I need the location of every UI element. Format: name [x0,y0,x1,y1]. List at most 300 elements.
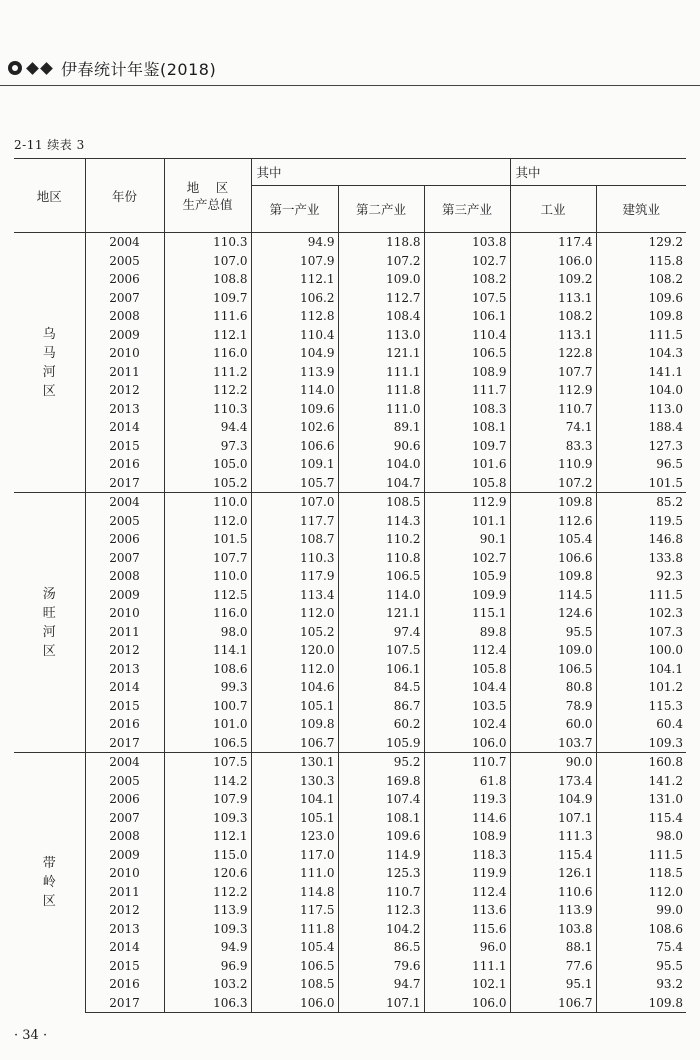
tertiary-cell: 118.3 [424,846,510,865]
region-name: 汤 旺 河 区 [42,586,56,659]
table-row [14,901,686,920]
primary-cell: 102.6 [251,418,338,437]
primary-cell: 105.2 [251,623,338,642]
primary-cell: 105.1 [251,697,338,716]
tertiary-cell: 111.1 [424,957,510,976]
primary-cell: 106.7 [251,734,338,753]
secondary-cell: 108.5 [338,493,424,512]
year-cell: 2016 [85,455,164,474]
year-cell: 2016 [85,715,164,734]
construction-cell: 115.4 [596,809,686,828]
construction-cell: 100.0 [596,641,686,660]
year-cell: 2007 [85,549,164,568]
industry-cell: 83.3 [510,437,596,456]
year-cell: 2017 [85,994,164,1013]
gdp-cell: 105.0 [164,455,251,474]
primary-cell: 106.0 [251,994,338,1013]
statistics-table [14,158,686,1013]
primary-cell: 130.1 [251,753,338,772]
primary-cell: 117.5 [251,901,338,920]
primary-cell: 105.7 [251,474,338,493]
gdp-cell: 94.9 [164,938,251,957]
region-cell [14,493,85,753]
table-row [14,660,686,679]
primary-cell: 111.8 [251,920,338,939]
col-header-year: 年份 [85,159,164,233]
primary-cell: 104.6 [251,678,338,697]
primary-cell: 120.0 [251,641,338,660]
table-row [14,530,686,549]
gdp-cell: 112.0 [164,512,251,531]
primary-cell: 112.0 [251,604,338,623]
construction-cell: 98.0 [596,827,686,846]
gdp-cell: 110.0 [164,493,251,512]
primary-cell: 112.8 [251,307,338,326]
tertiary-cell: 109.9 [424,586,510,605]
table-row [14,715,686,734]
primary-cell: 114.0 [251,381,338,400]
gdp-cell: 112.5 [164,586,251,605]
secondary-cell: 109.0 [338,270,424,289]
tertiary-cell: 119.9 [424,864,510,883]
table-row [14,734,686,753]
primary-cell: 108.7 [251,530,338,549]
tertiary-cell: 114.6 [424,809,510,828]
industry-cell: 113.1 [510,289,596,308]
construction-cell: 109.3 [596,734,686,753]
tertiary-cell: 101.6 [424,455,510,474]
tertiary-cell: 110.7 [424,753,510,772]
gdp-cell: 108.8 [164,270,251,289]
table-row [14,549,686,568]
tertiary-cell: 113.6 [424,901,510,920]
year-cell: 2007 [85,289,164,308]
secondary-cell: 121.1 [338,344,424,363]
year-cell: 2015 [85,697,164,716]
year-cell: 2005 [85,252,164,271]
year-cell: 2005 [85,772,164,791]
secondary-cell: 112.3 [338,901,424,920]
gdp-cell: 112.2 [164,883,251,902]
secondary-cell: 125.3 [338,864,424,883]
secondary-cell: 105.9 [338,734,424,753]
gdp-cell: 111.2 [164,363,251,382]
primary-cell: 107.9 [251,252,338,271]
tertiary-cell: 101.1 [424,512,510,531]
table-row [14,400,686,419]
year-cell: 2013 [85,660,164,679]
year-cell: 2006 [85,270,164,289]
tertiary-cell: 106.5 [424,344,510,363]
gdp-cell: 111.6 [164,307,251,326]
table-row [14,604,686,623]
year-cell: 2012 [85,641,164,660]
industry-cell: 78.9 [510,697,596,716]
col-header-gdp-line1: 地 区 [186,179,229,195]
gdp-cell: 109.3 [164,809,251,828]
primary-cell: 109.8 [251,715,338,734]
table-row [14,289,686,308]
industry-cell: 126.1 [510,864,596,883]
secondary-cell: 110.2 [338,530,424,549]
secondary-cell: 86.5 [338,938,424,957]
primary-cell: 110.4 [251,326,338,345]
tertiary-cell: 108.3 [424,400,510,419]
table-row [14,920,686,939]
secondary-cell: 104.0 [338,455,424,474]
primary-cell: 113.4 [251,586,338,605]
industry-cell: 108.2 [510,307,596,326]
industry-cell: 114.5 [510,586,596,605]
construction-cell: 119.5 [596,512,686,531]
primary-cell: 105.4 [251,938,338,957]
secondary-cell: 114.9 [338,846,424,865]
secondary-cell: 90.6 [338,437,424,456]
table-row [14,883,686,902]
year-cell: 2008 [85,307,164,326]
gdp-cell: 101.0 [164,715,251,734]
industry-cell: 77.6 [510,957,596,976]
gdp-cell: 109.7 [164,289,251,308]
tertiary-cell: 105.8 [424,660,510,679]
tertiary-cell: 96.0 [424,938,510,957]
table-row [14,641,686,660]
construction-cell: 60.4 [596,715,686,734]
tertiary-cell: 106.0 [424,994,510,1013]
year-cell: 2012 [85,901,164,920]
gdp-cell: 116.0 [164,604,251,623]
col-header-group-secondary-breakdown: 其中 [510,159,686,186]
primary-cell: 112.1 [251,270,338,289]
industry-cell: 106.0 [510,252,596,271]
gdp-cell: 120.6 [164,864,251,883]
primary-cell: 117.7 [251,512,338,531]
primary-cell: 117.9 [251,567,338,586]
construction-cell: 92.3 [596,567,686,586]
industry-cell: 88.1 [510,938,596,957]
industry-cell: 105.4 [510,530,596,549]
gdp-cell: 96.9 [164,957,251,976]
secondary-cell: 111.0 [338,400,424,419]
tertiary-cell: 110.4 [424,326,510,345]
secondary-cell: 60.2 [338,715,424,734]
gdp-cell: 107.9 [164,790,251,809]
primary-cell: 104.9 [251,344,338,363]
secondary-cell: 111.8 [338,381,424,400]
year-cell: 2015 [85,957,164,976]
tertiary-cell: 90.1 [424,530,510,549]
table-row [14,623,686,642]
construction-cell: 104.0 [596,381,686,400]
year-cell: 2017 [85,474,164,493]
construction-cell: 131.0 [596,790,686,809]
industry-cell: 106.6 [510,549,596,568]
year-cell: 2014 [85,418,164,437]
construction-cell: 109.6 [596,289,686,308]
primary-cell: 106.5 [251,957,338,976]
gdp-cell: 114.1 [164,641,251,660]
secondary-cell: 107.4 [338,790,424,809]
industry-cell: 80.8 [510,678,596,697]
gdp-cell: 94.4 [164,418,251,437]
year-cell: 2010 [85,604,164,623]
construction-cell: 141.2 [596,772,686,791]
tertiary-cell: 102.7 [424,549,510,568]
year-cell: 2009 [85,326,164,345]
table-row [14,994,686,1013]
industry-cell: 109.0 [510,641,596,660]
gdp-cell: 115.0 [164,846,251,865]
industry-cell: 113.9 [510,901,596,920]
tertiary-cell: 89.8 [424,623,510,642]
secondary-cell: 114.3 [338,512,424,531]
tertiary-cell: 102.1 [424,975,510,994]
industry-cell: 109.8 [510,567,596,586]
table-row [14,567,686,586]
region-cell [14,753,85,1013]
tertiary-cell: 102.7 [424,252,510,271]
page-number: · 34 · [14,1028,48,1043]
construction-cell: 104.3 [596,344,686,363]
col-header-industry: 工业 [510,186,596,233]
table-row [14,938,686,957]
tertiary-cell: 102.4 [424,715,510,734]
tertiary-cell: 107.5 [424,289,510,308]
construction-cell: 160.8 [596,753,686,772]
primary-cell: 104.1 [251,790,338,809]
primary-cell: 130.3 [251,772,338,791]
construction-cell: 127.3 [596,437,686,456]
gdp-cell: 98.0 [164,623,251,642]
col-header-primary: 第一产业 [251,186,338,233]
col-header-gdp-line2: 生产总值 [182,196,233,212]
table-row [14,381,686,400]
secondary-cell: 106.5 [338,567,424,586]
primary-cell: 105.1 [251,809,338,828]
industry-cell: 112.9 [510,381,596,400]
yearbook-logo-icon [8,61,51,75]
secondary-cell: 118.8 [338,233,424,252]
construction-cell: 101.2 [596,678,686,697]
primary-cell: 107.0 [251,493,338,512]
table-body [14,233,686,1013]
secondary-cell: 112.7 [338,289,424,308]
industry-cell: 117.4 [510,233,596,252]
construction-cell: 99.0 [596,901,686,920]
industry-cell: 110.7 [510,400,596,419]
year-cell: 2011 [85,623,164,642]
year-cell: 2006 [85,530,164,549]
industry-cell: 173.4 [510,772,596,791]
secondary-cell: 121.1 [338,604,424,623]
gdp-cell: 105.2 [164,474,251,493]
table-row [14,678,686,697]
gdp-cell: 116.0 [164,344,251,363]
tertiary-cell: 108.9 [424,827,510,846]
year-cell: 2004 [85,233,164,252]
region-name: 乌 马 河 区 [42,326,56,399]
table-caption: 2-11 续表 3 [14,138,85,152]
primary-cell: 114.8 [251,883,338,902]
primary-cell: 106.2 [251,289,338,308]
construction-cell: 111.5 [596,326,686,345]
year-cell: 2014 [85,938,164,957]
year-cell: 2013 [85,400,164,419]
construction-cell: 111.5 [596,846,686,865]
construction-cell: 141.1 [596,363,686,382]
table-row [14,252,686,271]
region-cell [14,233,85,493]
book-title: 伊春统计年鉴(2018) [61,59,217,79]
secondary-cell: 107.1 [338,994,424,1013]
tertiary-cell: 119.3 [424,790,510,809]
col-header-region: 地区 [14,159,85,233]
gdp-cell: 108.6 [164,660,251,679]
gdp-cell: 106.5 [164,734,251,753]
col-header-gdp [164,159,251,233]
table-row [14,586,686,605]
table-row [14,233,686,252]
industry-cell: 103.8 [510,920,596,939]
secondary-cell: 104.7 [338,474,424,493]
secondary-cell: 106.1 [338,660,424,679]
primary-cell: 113.9 [251,363,338,382]
construction-cell: 102.3 [596,604,686,623]
construction-cell: 96.5 [596,455,686,474]
primary-cell: 94.9 [251,233,338,252]
year-cell: 2009 [85,846,164,865]
secondary-cell: 86.7 [338,697,424,716]
table-row [14,827,686,846]
table-row [14,363,686,382]
table-row [14,493,686,512]
gdp-cell: 97.3 [164,437,251,456]
primary-cell: 110.3 [251,549,338,568]
gdp-cell: 107.5 [164,753,251,772]
tertiary-cell: 111.7 [424,381,510,400]
table-row [14,512,686,531]
table-row [14,753,686,772]
secondary-cell: 94.7 [338,975,424,994]
col-header-group-industries: 其中 [251,159,510,186]
year-cell: 2007 [85,809,164,828]
construction-cell: 115.3 [596,697,686,716]
industry-cell: 74.1 [510,418,596,437]
year-cell: 2015 [85,437,164,456]
gdp-cell: 107.0 [164,252,251,271]
secondary-cell: 79.6 [338,957,424,976]
construction-cell: 113.0 [596,400,686,419]
tertiary-cell: 103.8 [424,233,510,252]
tertiary-cell: 106.0 [424,734,510,753]
primary-cell: 106.6 [251,437,338,456]
secondary-cell: 114.0 [338,586,424,605]
year-cell: 2011 [85,363,164,382]
secondary-cell: 169.8 [338,772,424,791]
col-header-secondary: 第二产业 [338,186,424,233]
table-row [14,270,686,289]
region-name: 带 岭 区 [42,856,56,910]
primary-cell: 108.5 [251,975,338,994]
industry-cell: 115.4 [510,846,596,865]
table-row [14,864,686,883]
industry-cell: 109.2 [510,270,596,289]
gdp-cell: 112.1 [164,827,251,846]
secondary-cell: 95.2 [338,753,424,772]
year-cell: 2008 [85,567,164,586]
gdp-cell: 100.7 [164,697,251,716]
construction-cell: 95.5 [596,957,686,976]
construction-cell: 109.8 [596,994,686,1013]
table-row [14,846,686,865]
col-header-tertiary: 第三产业 [424,186,510,233]
industry-cell: 95.1 [510,975,596,994]
gdp-cell: 112.1 [164,326,251,345]
industry-cell: 111.3 [510,827,596,846]
table-row [14,697,686,716]
industry-cell: 106.7 [510,994,596,1013]
running-header [8,56,216,80]
construction-cell: 112.0 [596,883,686,902]
table-row [14,772,686,791]
year-cell: 2006 [85,790,164,809]
tertiary-cell: 112.4 [424,641,510,660]
year-cell: 2010 [85,344,164,363]
primary-cell: 123.0 [251,827,338,846]
year-cell: 2013 [85,920,164,939]
industry-cell: 112.6 [510,512,596,531]
construction-cell: 129.2 [596,233,686,252]
gdp-cell: 112.2 [164,381,251,400]
table-row [14,975,686,994]
year-cell: 2016 [85,975,164,994]
secondary-cell: 110.7 [338,883,424,902]
construction-cell: 108.6 [596,920,686,939]
table-row [14,307,686,326]
secondary-cell: 111.1 [338,363,424,382]
secondary-cell: 109.6 [338,827,424,846]
year-cell: 2011 [85,883,164,902]
gdp-cell: 99.3 [164,678,251,697]
table-row [14,790,686,809]
year-cell: 2014 [85,678,164,697]
construction-cell: 109.8 [596,307,686,326]
gdp-cell: 113.9 [164,901,251,920]
industry-cell: 103.7 [510,734,596,753]
gdp-cell: 114.2 [164,772,251,791]
industry-cell: 109.8 [510,493,596,512]
tertiary-cell: 112.4 [424,883,510,902]
tertiary-cell: 108.9 [424,363,510,382]
year-cell: 2008 [85,827,164,846]
construction-cell: 146.8 [596,530,686,549]
primary-cell: 112.0 [251,660,338,679]
industry-cell: 107.7 [510,363,596,382]
industry-cell: 122.8 [510,344,596,363]
year-cell: 2012 [85,381,164,400]
construction-cell: 75.4 [596,938,686,957]
year-cell: 2010 [85,864,164,883]
secondary-cell: 113.0 [338,326,424,345]
industry-cell: 110.9 [510,455,596,474]
construction-cell: 133.8 [596,549,686,568]
gdp-cell: 109.3 [164,920,251,939]
secondary-cell: 104.2 [338,920,424,939]
table-row [14,326,686,345]
secondary-cell: 110.8 [338,549,424,568]
tertiary-cell: 106.1 [424,307,510,326]
table-row [14,437,686,456]
